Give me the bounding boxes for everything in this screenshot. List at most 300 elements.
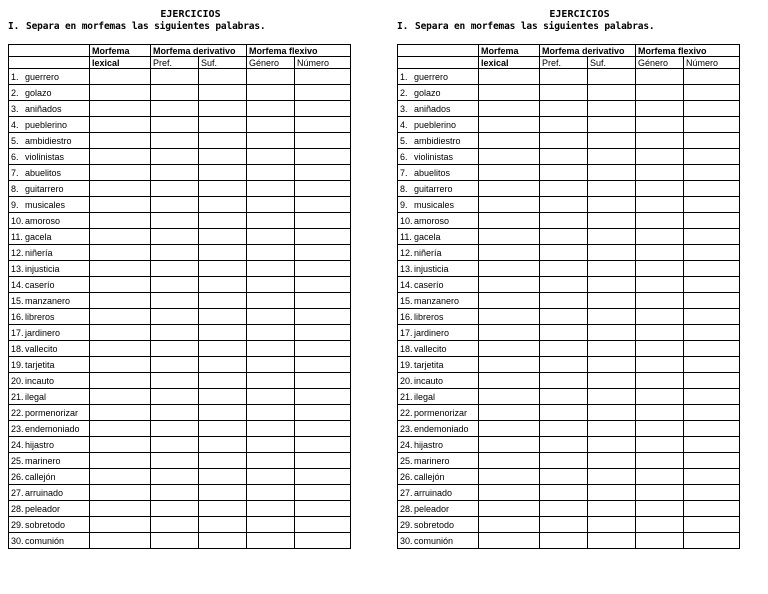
gender-cell[interactable] [636, 197, 684, 213]
suffix-cell[interactable] [199, 341, 247, 357]
prefix-cell[interactable] [151, 533, 199, 549]
gender-cell[interactable] [247, 533, 295, 549]
suffix-cell[interactable] [199, 453, 247, 469]
gender-cell[interactable] [247, 117, 295, 133]
suffix-cell[interactable] [199, 357, 247, 373]
suffix-cell[interactable] [588, 245, 636, 261]
lexical-cell[interactable] [90, 373, 151, 389]
suffix-cell[interactable] [199, 469, 247, 485]
number-cell[interactable] [295, 117, 351, 133]
suffix-cell[interactable] [199, 229, 247, 245]
suffix-cell[interactable] [199, 421, 247, 437]
gender-cell[interactable] [247, 309, 295, 325]
suffix-cell[interactable] [199, 133, 247, 149]
gender-cell[interactable] [247, 245, 295, 261]
prefix-cell[interactable] [540, 357, 588, 373]
suffix-cell[interactable] [199, 533, 247, 549]
gender-cell[interactable] [636, 69, 684, 85]
gender-cell[interactable] [247, 341, 295, 357]
number-cell[interactable] [684, 533, 740, 549]
number-cell[interactable] [295, 405, 351, 421]
suffix-cell[interactable] [588, 517, 636, 533]
number-cell[interactable] [684, 181, 740, 197]
suffix-cell[interactable] [588, 437, 636, 453]
lexical-cell[interactable] [479, 245, 540, 261]
suffix-cell[interactable] [588, 165, 636, 181]
lexical-cell[interactable] [479, 293, 540, 309]
lexical-cell[interactable] [479, 533, 540, 549]
number-cell[interactable] [684, 165, 740, 181]
suffix-cell[interactable] [199, 213, 247, 229]
number-cell[interactable] [684, 341, 740, 357]
number-cell[interactable] [295, 453, 351, 469]
suffix-cell[interactable] [199, 517, 247, 533]
gender-cell[interactable] [636, 149, 684, 165]
number-cell[interactable] [295, 469, 351, 485]
suffix-cell[interactable] [199, 277, 247, 293]
number-cell[interactable] [295, 213, 351, 229]
prefix-cell[interactable] [540, 533, 588, 549]
lexical-cell[interactable] [479, 453, 540, 469]
prefix-cell[interactable] [540, 85, 588, 101]
number-cell[interactable] [295, 501, 351, 517]
number-cell[interactable] [295, 101, 351, 117]
lexical-cell[interactable] [90, 197, 151, 213]
prefix-cell[interactable] [540, 117, 588, 133]
number-cell[interactable] [684, 101, 740, 117]
gender-cell[interactable] [636, 277, 684, 293]
gender-cell[interactable] [636, 133, 684, 149]
lexical-cell[interactable] [479, 149, 540, 165]
lexical-cell[interactable] [90, 133, 151, 149]
lexical-cell[interactable] [479, 357, 540, 373]
lexical-cell[interactable] [479, 373, 540, 389]
suffix-cell[interactable] [199, 405, 247, 421]
lexical-cell[interactable] [90, 469, 151, 485]
gender-cell[interactable] [636, 117, 684, 133]
prefix-cell[interactable] [151, 309, 199, 325]
gender-cell[interactable] [636, 101, 684, 117]
prefix-cell[interactable] [540, 325, 588, 341]
suffix-cell[interactable] [588, 277, 636, 293]
gender-cell[interactable] [247, 357, 295, 373]
gender-cell[interactable] [247, 293, 295, 309]
number-cell[interactable] [295, 389, 351, 405]
prefix-cell[interactable] [540, 133, 588, 149]
lexical-cell[interactable] [479, 85, 540, 101]
prefix-cell[interactable] [151, 421, 199, 437]
prefix-cell[interactable] [540, 197, 588, 213]
prefix-cell[interactable] [151, 325, 199, 341]
suffix-cell[interactable] [588, 501, 636, 517]
suffix-cell[interactable] [588, 149, 636, 165]
number-cell[interactable] [295, 485, 351, 501]
gender-cell[interactable] [636, 389, 684, 405]
lexical-cell[interactable] [479, 437, 540, 453]
gender-cell[interactable] [636, 357, 684, 373]
lexical-cell[interactable] [90, 533, 151, 549]
suffix-cell[interactable] [199, 117, 247, 133]
gender-cell[interactable] [247, 421, 295, 437]
suffix-cell[interactable] [588, 293, 636, 309]
lexical-cell[interactable] [90, 341, 151, 357]
number-cell[interactable] [684, 85, 740, 101]
prefix-cell[interactable] [151, 245, 199, 261]
prefix-cell[interactable] [540, 389, 588, 405]
gender-cell[interactable] [636, 309, 684, 325]
gender-cell[interactable] [247, 277, 295, 293]
lexical-cell[interactable] [479, 165, 540, 181]
number-cell[interactable] [295, 197, 351, 213]
prefix-cell[interactable] [151, 133, 199, 149]
gender-cell[interactable] [636, 245, 684, 261]
prefix-cell[interactable] [540, 293, 588, 309]
number-cell[interactable] [684, 309, 740, 325]
number-cell[interactable] [684, 389, 740, 405]
number-cell[interactable] [295, 341, 351, 357]
suffix-cell[interactable] [588, 69, 636, 85]
prefix-cell[interactable] [151, 453, 199, 469]
prefix-cell[interactable] [151, 181, 199, 197]
gender-cell[interactable] [247, 213, 295, 229]
number-cell[interactable] [684, 437, 740, 453]
number-cell[interactable] [295, 517, 351, 533]
number-cell[interactable] [295, 325, 351, 341]
prefix-cell[interactable] [540, 373, 588, 389]
prefix-cell[interactable] [151, 357, 199, 373]
prefix-cell[interactable] [540, 453, 588, 469]
prefix-cell[interactable] [151, 85, 199, 101]
lexical-cell[interactable] [479, 485, 540, 501]
gender-cell[interactable] [247, 405, 295, 421]
prefix-cell[interactable] [540, 213, 588, 229]
suffix-cell[interactable] [588, 485, 636, 501]
number-cell[interactable] [295, 261, 351, 277]
suffix-cell[interactable] [588, 533, 636, 549]
prefix-cell[interactable] [540, 245, 588, 261]
lexical-cell[interactable] [479, 405, 540, 421]
number-cell[interactable] [295, 149, 351, 165]
number-cell[interactable] [295, 245, 351, 261]
suffix-cell[interactable] [199, 293, 247, 309]
lexical-cell[interactable] [90, 517, 151, 533]
gender-cell[interactable] [636, 181, 684, 197]
prefix-cell[interactable] [151, 517, 199, 533]
prefix-cell[interactable] [151, 469, 199, 485]
gender-cell[interactable] [636, 85, 684, 101]
gender-cell[interactable] [247, 101, 295, 117]
suffix-cell[interactable] [588, 85, 636, 101]
suffix-cell[interactable] [199, 437, 247, 453]
suffix-cell[interactable] [588, 469, 636, 485]
gender-cell[interactable] [636, 229, 684, 245]
prefix-cell[interactable] [151, 229, 199, 245]
lexical-cell[interactable] [479, 277, 540, 293]
number-cell[interactable] [295, 357, 351, 373]
suffix-cell[interactable] [199, 485, 247, 501]
gender-cell[interactable] [247, 453, 295, 469]
prefix-cell[interactable] [151, 69, 199, 85]
number-cell[interactable] [684, 517, 740, 533]
suffix-cell[interactable] [588, 341, 636, 357]
prefix-cell[interactable] [151, 373, 199, 389]
lexical-cell[interactable] [479, 133, 540, 149]
gender-cell[interactable] [636, 485, 684, 501]
number-cell[interactable] [295, 293, 351, 309]
number-cell[interactable] [295, 373, 351, 389]
gender-cell[interactable] [247, 261, 295, 277]
suffix-cell[interactable] [588, 373, 636, 389]
lexical-cell[interactable] [479, 101, 540, 117]
lexical-cell[interactable] [90, 101, 151, 117]
prefix-cell[interactable] [540, 437, 588, 453]
number-cell[interactable] [684, 245, 740, 261]
suffix-cell[interactable] [588, 229, 636, 245]
number-cell[interactable] [295, 437, 351, 453]
suffix-cell[interactable] [588, 101, 636, 117]
number-cell[interactable] [684, 405, 740, 421]
suffix-cell[interactable] [588, 117, 636, 133]
lexical-cell[interactable] [90, 453, 151, 469]
suffix-cell[interactable] [588, 197, 636, 213]
lexical-cell[interactable] [479, 469, 540, 485]
lexical-cell[interactable] [90, 213, 151, 229]
number-cell[interactable] [684, 469, 740, 485]
gender-cell[interactable] [247, 165, 295, 181]
lexical-cell[interactable] [90, 501, 151, 517]
lexical-cell[interactable] [479, 325, 540, 341]
lexical-cell[interactable] [90, 117, 151, 133]
lexical-cell[interactable] [90, 85, 151, 101]
number-cell[interactable] [295, 533, 351, 549]
prefix-cell[interactable] [540, 405, 588, 421]
suffix-cell[interactable] [199, 149, 247, 165]
number-cell[interactable] [684, 117, 740, 133]
prefix-cell[interactable] [151, 117, 199, 133]
lexical-cell[interactable] [90, 293, 151, 309]
gender-cell[interactable] [636, 517, 684, 533]
prefix-cell[interactable] [151, 405, 199, 421]
lexical-cell[interactable] [90, 181, 151, 197]
number-cell[interactable] [684, 197, 740, 213]
number-cell[interactable] [295, 85, 351, 101]
prefix-cell[interactable] [151, 213, 199, 229]
number-cell[interactable] [684, 293, 740, 309]
gender-cell[interactable] [636, 213, 684, 229]
lexical-cell[interactable] [479, 261, 540, 277]
number-cell[interactable] [684, 453, 740, 469]
number-cell[interactable] [684, 229, 740, 245]
suffix-cell[interactable] [199, 501, 247, 517]
lexical-cell[interactable] [90, 261, 151, 277]
lexical-cell[interactable] [90, 405, 151, 421]
prefix-cell[interactable] [540, 277, 588, 293]
gender-cell[interactable] [247, 485, 295, 501]
number-cell[interactable] [684, 69, 740, 85]
suffix-cell[interactable] [199, 373, 247, 389]
lexical-cell[interactable] [90, 69, 151, 85]
gender-cell[interactable] [636, 501, 684, 517]
lexical-cell[interactable] [90, 229, 151, 245]
suffix-cell[interactable] [588, 389, 636, 405]
suffix-cell[interactable] [588, 421, 636, 437]
lexical-cell[interactable] [90, 325, 151, 341]
suffix-cell[interactable] [588, 309, 636, 325]
gender-cell[interactable] [636, 453, 684, 469]
suffix-cell[interactable] [199, 389, 247, 405]
lexical-cell[interactable] [90, 389, 151, 405]
number-cell[interactable] [295, 421, 351, 437]
prefix-cell[interactable] [151, 277, 199, 293]
prefix-cell[interactable] [151, 341, 199, 357]
prefix-cell[interactable] [151, 101, 199, 117]
lexical-cell[interactable] [90, 485, 151, 501]
number-cell[interactable] [295, 69, 351, 85]
suffix-cell[interactable] [199, 197, 247, 213]
suffix-cell[interactable] [199, 309, 247, 325]
prefix-cell[interactable] [540, 501, 588, 517]
lexical-cell[interactable] [479, 181, 540, 197]
suffix-cell[interactable] [199, 69, 247, 85]
lexical-cell[interactable] [479, 501, 540, 517]
gender-cell[interactable] [247, 437, 295, 453]
lexical-cell[interactable] [90, 277, 151, 293]
prefix-cell[interactable] [540, 181, 588, 197]
suffix-cell[interactable] [588, 213, 636, 229]
lexical-cell[interactable] [90, 309, 151, 325]
number-cell[interactable] [684, 501, 740, 517]
gender-cell[interactable] [636, 261, 684, 277]
prefix-cell[interactable] [540, 261, 588, 277]
lexical-cell[interactable] [90, 165, 151, 181]
gender-cell[interactable] [247, 501, 295, 517]
prefix-cell[interactable] [151, 293, 199, 309]
number-cell[interactable] [295, 309, 351, 325]
suffix-cell[interactable] [588, 325, 636, 341]
gender-cell[interactable] [247, 181, 295, 197]
prefix-cell[interactable] [540, 485, 588, 501]
suffix-cell[interactable] [199, 261, 247, 277]
lexical-cell[interactable] [479, 69, 540, 85]
lexical-cell[interactable] [479, 389, 540, 405]
prefix-cell[interactable] [540, 309, 588, 325]
number-cell[interactable] [684, 373, 740, 389]
suffix-cell[interactable] [199, 245, 247, 261]
lexical-cell[interactable] [90, 437, 151, 453]
gender-cell[interactable] [247, 389, 295, 405]
prefix-cell[interactable] [540, 101, 588, 117]
gender-cell[interactable] [247, 373, 295, 389]
gender-cell[interactable] [636, 293, 684, 309]
gender-cell[interactable] [636, 325, 684, 341]
number-cell[interactable] [295, 133, 351, 149]
number-cell[interactable] [684, 261, 740, 277]
suffix-cell[interactable] [588, 261, 636, 277]
gender-cell[interactable] [247, 325, 295, 341]
gender-cell[interactable] [247, 85, 295, 101]
number-cell[interactable] [684, 149, 740, 165]
prefix-cell[interactable] [151, 197, 199, 213]
suffix-cell[interactable] [588, 133, 636, 149]
number-cell[interactable] [684, 133, 740, 149]
gender-cell[interactable] [247, 517, 295, 533]
lexical-cell[interactable] [479, 197, 540, 213]
suffix-cell[interactable] [588, 357, 636, 373]
lexical-cell[interactable] [90, 421, 151, 437]
prefix-cell[interactable] [151, 261, 199, 277]
suffix-cell[interactable] [199, 181, 247, 197]
suffix-cell[interactable] [588, 405, 636, 421]
gender-cell[interactable] [247, 197, 295, 213]
suffix-cell[interactable] [199, 85, 247, 101]
number-cell[interactable] [684, 421, 740, 437]
suffix-cell[interactable] [199, 165, 247, 181]
lexical-cell[interactable] [479, 213, 540, 229]
number-cell[interactable] [684, 213, 740, 229]
prefix-cell[interactable] [151, 501, 199, 517]
gender-cell[interactable] [636, 437, 684, 453]
gender-cell[interactable] [636, 405, 684, 421]
suffix-cell[interactable] [199, 101, 247, 117]
gender-cell[interactable] [636, 341, 684, 357]
suffix-cell[interactable] [588, 181, 636, 197]
suffix-cell[interactable] [199, 325, 247, 341]
number-cell[interactable] [684, 357, 740, 373]
prefix-cell[interactable] [151, 165, 199, 181]
lexical-cell[interactable] [479, 309, 540, 325]
prefix-cell[interactable] [540, 69, 588, 85]
number-cell[interactable] [295, 277, 351, 293]
gender-cell[interactable] [247, 133, 295, 149]
prefix-cell[interactable] [540, 517, 588, 533]
gender-cell[interactable] [247, 469, 295, 485]
number-cell[interactable] [684, 485, 740, 501]
gender-cell[interactable] [636, 421, 684, 437]
number-cell[interactable] [295, 181, 351, 197]
prefix-cell[interactable] [540, 469, 588, 485]
gender-cell[interactable] [636, 533, 684, 549]
lexical-cell[interactable] [90, 245, 151, 261]
prefix-cell[interactable] [151, 149, 199, 165]
prefix-cell[interactable] [540, 165, 588, 181]
number-cell[interactable] [684, 325, 740, 341]
prefix-cell[interactable] [151, 485, 199, 501]
lexical-cell[interactable] [479, 117, 540, 133]
suffix-cell[interactable] [588, 453, 636, 469]
lexical-cell[interactable] [479, 517, 540, 533]
gender-cell[interactable] [636, 165, 684, 181]
number-cell[interactable] [295, 229, 351, 245]
lexical-cell[interactable] [479, 341, 540, 357]
lexical-cell[interactable] [90, 357, 151, 373]
prefix-cell[interactable] [540, 229, 588, 245]
prefix-cell[interactable] [540, 341, 588, 357]
prefix-cell[interactable] [540, 421, 588, 437]
lexical-cell[interactable] [479, 229, 540, 245]
gender-cell[interactable] [247, 69, 295, 85]
gender-cell[interactable] [636, 469, 684, 485]
lexical-cell[interactable] [90, 149, 151, 165]
lexical-cell[interactable] [479, 421, 540, 437]
prefix-cell[interactable] [540, 149, 588, 165]
prefix-cell[interactable] [151, 389, 199, 405]
gender-cell[interactable] [636, 373, 684, 389]
number-cell[interactable] [295, 165, 351, 181]
prefix-cell[interactable] [151, 437, 199, 453]
gender-cell[interactable] [247, 229, 295, 245]
number-cell[interactable] [684, 277, 740, 293]
gender-cell[interactable] [247, 149, 295, 165]
